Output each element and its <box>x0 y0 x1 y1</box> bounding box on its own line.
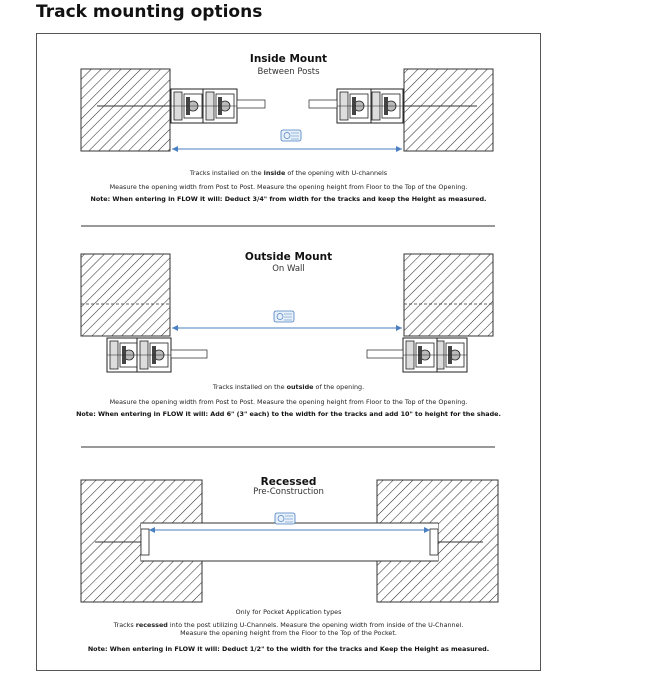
left-track-inner-icon <box>203 89 237 123</box>
left-post <box>81 69 170 151</box>
inside-mount-note: Note: When entering in FLOW it will: Deduct 3/4" from width for the tracks and keep the Height as measured. <box>90 195 487 203</box>
recessed-measure: Tracks recessed into the post utilizing U-Channels. Measure the opening width from inside of the U-Channel. Measure the opening height from the Floor to the Top of the Pocket. <box>113 621 464 637</box>
recessed-subtitle: Pre-Construction <box>253 487 324 497</box>
recessed-title: Recessed <box>260 476 317 488</box>
inside-mount-subtitle: Between Posts <box>257 67 320 77</box>
left-u-channel <box>141 529 149 555</box>
left-track-icon <box>171 89 205 123</box>
diagram-frame <box>36 33 541 671</box>
tape-measure-icon <box>275 513 295 524</box>
right-u-channel <box>430 529 438 555</box>
outside-mount-caption: Tracks installed on the outside of the opening. <box>212 383 365 391</box>
recessed-diagram <box>81 480 498 602</box>
inside-mount-diagram <box>81 69 493 151</box>
right-outside-track-inner-icon <box>403 338 437 372</box>
inside-mount-measure: Measure the opening width from Post to Post. Measure the opening height from Floor to the Top of the Opening. <box>109 183 468 191</box>
right-post <box>404 69 493 151</box>
outside-mount-note: Note: When entering in FLOW it will: Add 6" (3" each) to the width for the tracks and add 10" to height for the shade. <box>76 410 501 418</box>
recessed-note: Note: When entering in FLOW it will: Deduct 1/2" to the width for the tracks and Keep the Height as measured. <box>87 645 490 653</box>
left-outside-track-inner-icon <box>137 338 171 372</box>
recessed-caption: Only for Pocket Application types <box>235 608 342 616</box>
tape-measure-icon <box>281 130 301 141</box>
page-title: Track mounting options <box>36 2 263 22</box>
right-track-icon <box>369 89 403 123</box>
right-outside-track-icon <box>433 338 467 372</box>
tape-measure-icon <box>274 311 294 322</box>
mounting-diagrams <box>37 34 540 670</box>
outside-mount-title: Outside Mount <box>244 251 333 263</box>
right-track-inner-icon <box>337 89 371 123</box>
left-outside-track-icon <box>107 338 141 372</box>
inside-mount-title: Inside Mount <box>249 53 328 65</box>
inside-mount-caption: Tracks installed on the inside of the opening with U-channels <box>189 169 388 177</box>
outside-mount-measure: Measure the opening width from Post to Post. Measure the opening height from Floor to the Top of the Opening. <box>109 398 468 406</box>
outside-mount-subtitle: On Wall <box>272 264 305 274</box>
